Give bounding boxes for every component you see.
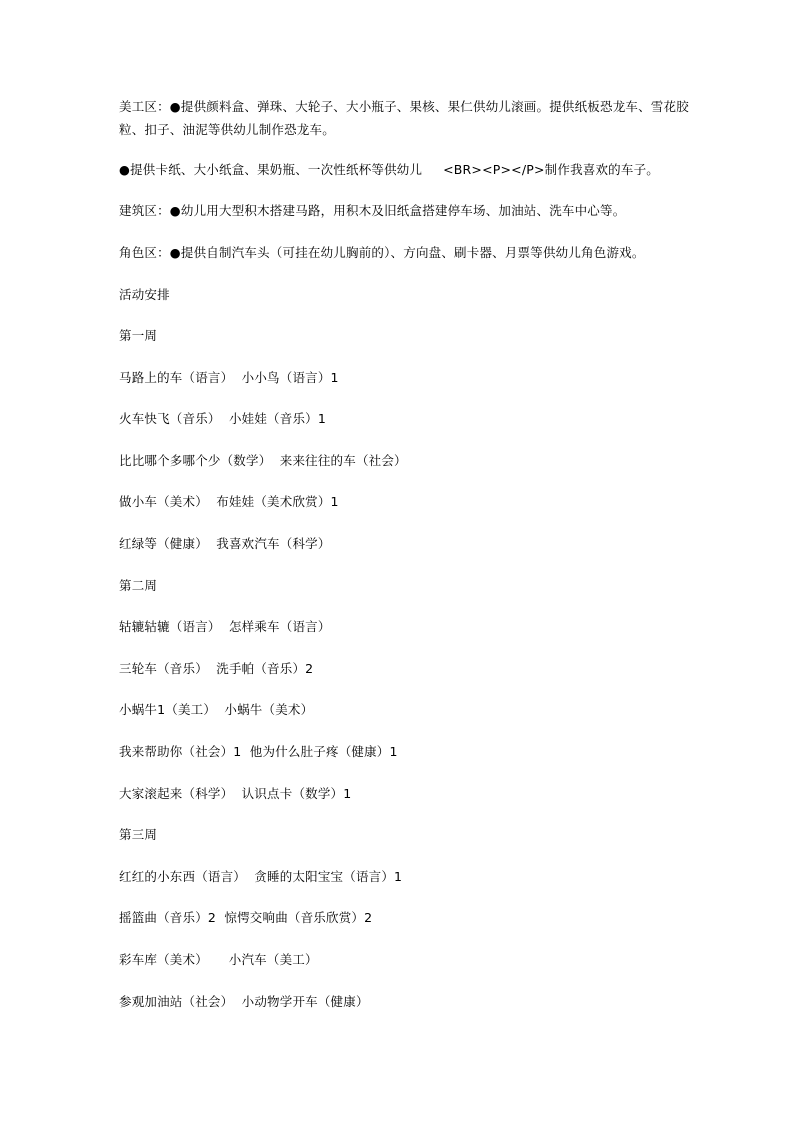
list-item: 大家滚起来（科学） 认识点卡（数学）1 [119,786,352,801]
list-item: 马路上的车（语言） 小小鸟（语言）1 [119,370,339,385]
list-item: 我来帮助你（社会）1 他为什么肚子疼（健康）1 [119,744,398,759]
heading-activity-schedule: 活动安排 [119,287,170,302]
heading-week-1: 第一周 [119,328,158,343]
heading-week-3: 第三周 [119,827,158,842]
list-item: 红绿等（健康） 我喜欢汽车（科学） [119,536,331,551]
list-item: 轱辘轱辘（语言） 怎样乘车（语言） [119,619,331,634]
list-item: 摇篮曲（音乐）2 惊愕交响曲（音乐欣赏）2 [119,910,373,925]
list-item: 比比哪个多哪个少（数学） 来来往往的车（社会） [119,453,407,468]
paragraph-art-area: 美工区：●提供颜料盒、弹珠、大轮子、大小瓶子、果核、果仁供幼儿滚画。提供纸板恐龙车、雪花胶粒、扣子、油泥等供幼儿制作恐龙车。 [119,99,689,137]
paragraph-building-area: 建筑区：●幼儿用大型积木搭建马路，用积木及旧纸盒搭建停车场、加油站、洗车中心等。 [119,203,626,218]
list-item: 做小车（美术） 布娃娃（美术欣赏）1 [119,494,339,509]
list-item: 彩车库（美术） 小汽车（美工） [119,952,318,967]
list-item: 参观加油站（社会） 小动物学开车（健康） [119,994,369,1009]
paragraph-art-area-materials: ●提供卡纸、大小纸盒、果奶瓶、一次性纸杯等供幼儿 <BR><P></P>制作我喜欢的车子。 [119,162,659,177]
list-item: 红红的小东西（语言） 贪睡的太阳宝宝（语言）1 [119,869,403,884]
list-item: 三轮车（音乐） 洗手帕（音乐）2 [119,661,314,676]
list-item: 小蜗牛1（美工） 小蜗牛（美术） [119,702,314,717]
paragraph-role-area: 角色区：●提供自制汽车头（可挂在幼儿胸前的）、方向盘、刷卡器、月票等供幼儿角色游戏。 [119,245,645,260]
heading-week-2: 第二周 [119,578,158,593]
list-item: 火车快飞（音乐） 小娃娃（音乐）1 [119,411,327,426]
